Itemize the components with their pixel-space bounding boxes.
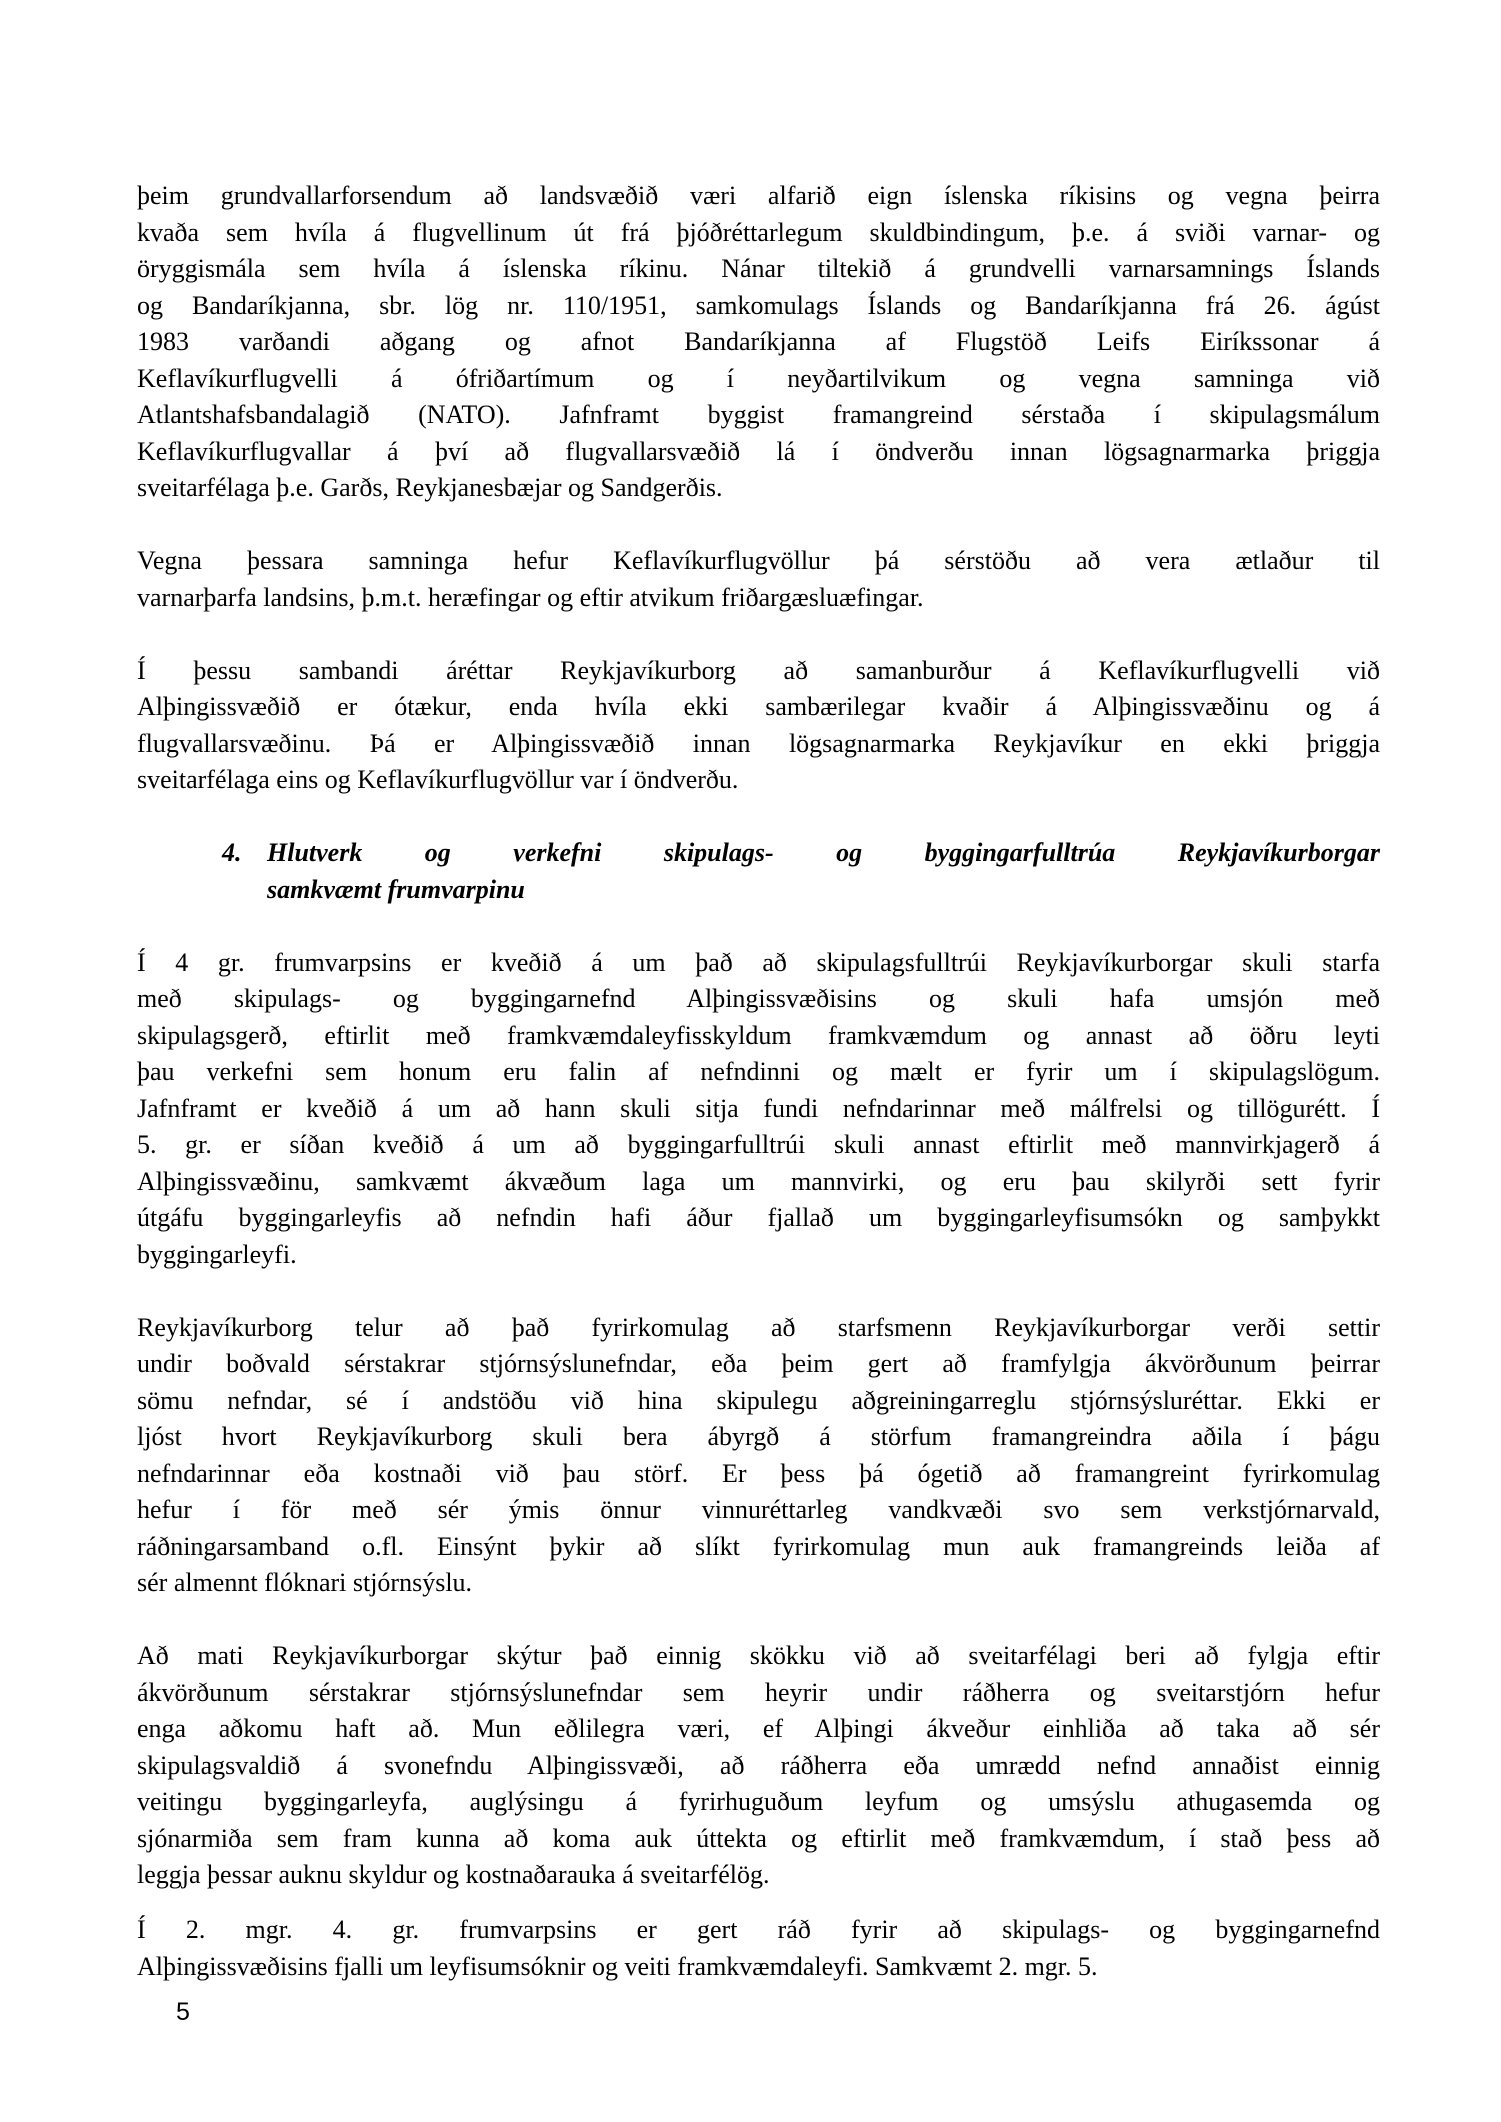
text-line: Keflavíkurflugvelli á ófriðartímum og í neyðartilvikum og vegna samninga við — [137, 363, 1380, 393]
text-line: Reykjavíkurborg telur að það fyrirkomulag að starfsmenn Reykjavíkurborgar verði settir — [137, 1312, 1380, 1342]
text-line: Í þessu sambandi áréttar Reykjavíkurborg að samanburður á Keflavíkurflugvelli við — [137, 655, 1380, 685]
text-line: sjónarmiða sem fram kunna að koma auk úttekta og eftirlit með framkvæmdum, í stað þess að — [137, 1823, 1380, 1853]
text-line: veitingu byggingarleyfa, auglýsingu á fyrirhuguðum leyfum og umsýslu athugasemda og — [137, 1787, 1380, 1816]
text-line: sveitarfélaga þ.e. Garðs, Reykjanesbæjar og Sandgerðis. — [137, 473, 723, 502]
section-number: 4. — [222, 838, 242, 867]
text-line: 1983 varðandi aðgang og afnot Bandaríkjanna af Flugstöð Leifs Eiríkssonar á — [137, 327, 1380, 356]
text-line: þeim grundvallarforsendum að landsvæðið væri alfarið eign íslenska ríkisins og vegna þeirra — [137, 181, 1380, 210]
text-line: varnarþarfa landsins, þ.m.t. heræfingar og eftir atvikum friðargæsluæfingar. — [137, 582, 924, 612]
paragraph — [137, 1912, 1380, 1985]
paragraph — [137, 178, 1380, 507]
text-line: 5. gr. er síðan kveðið á um að byggingarfulltrúi skuli annast eftirlit með mannvirkjagerð á — [137, 1130, 1380, 1159]
page-number: 5 — [176, 1998, 190, 2026]
text-line: undir boðvald sérstakrar stjórnsýslunefndar, eða þeim gert að framfylgja ákvörðunum þeirrar — [137, 1349, 1380, 1378]
text-line: Alþingissvæðið er ótækur, enda hvíla ekki sambærilegar kvaðir á Alþingissvæðinu og á — [137, 692, 1380, 721]
text-line: Hlutverk og verkefni skipulags- og byggingarfulltrúa Reykjavíkurborgar — [267, 838, 1380, 867]
text-line: nefndarinnar eða kostnaði við þau störf. Er þess þá ógetið að framangreint fyrirkomulag — [137, 1458, 1380, 1488]
text-line: kvaða sem hvíla á flugvellinum út frá þjóðréttarlegum skuldbindingum, þ.e. á sviði varnar- og — [137, 217, 1380, 247]
text-line: samkvæmt frumvarpinu — [267, 874, 525, 904]
text-line: byggingarleyfi. — [137, 1239, 297, 1269]
text-line: Í 4 gr. frumvarpsins er kveðið á um það að skipulagsfulltrúi Reykjavíkurborgar skuli starfa — [137, 947, 1380, 977]
text-line: sér almennt flóknari stjórnsýslu. — [137, 1568, 473, 1597]
text-line: Jafnframt er kveðið á um að hann skuli sitja fundi nefndarinnar með málfrelsi og tillögurétt. Í — [137, 1093, 1380, 1123]
text-line: ákvörðunum sérstakrar stjórnsýslunefndar sem heyrir undir ráðherra og sveitarstjórn hefur — [137, 1677, 1380, 1707]
text-line: hefur í för með sér ýmis önnur vinnuréttarleg vandkvæði svo sem verkstjórnarvald, — [137, 1495, 1380, 1524]
text-line: útgáfu byggingarleyfis að nefndin hafi áður fjallað um byggingarleyfisumsókn og samþykkt — [137, 1203, 1380, 1232]
text-line: Alþingissvæðinu, samkvæmt ákvæðum laga um mannvirki, og eru þau skilyrði sett fyrir — [137, 1166, 1380, 1196]
section-heading — [137, 835, 1380, 908]
text-line: Atlantshafsbandalagið (NATO). Jafnframt byggist framangreind sérstaða í skipulagsmálum — [137, 400, 1380, 429]
text-line: Keflavíkurflugvallar á því að flugvallarsvæðið lá í öndverðu innan lögsagnarmarka þriggja — [137, 436, 1380, 466]
paragraph — [137, 945, 1380, 1274]
text-line: Alþingissvæðisins fjalli um leyfisumsóknir og veiti framkvæmdaleyfi. Samkvæmt 2. mgr. 5. — [137, 1951, 1098, 1981]
text-line: skipulagsvaldið á svonefndu Alþingissvæði, að ráðherra eða umrædd nefnd annaðist einnig — [137, 1750, 1380, 1780]
text-line: ljóst hvort Reykjavíkurborg skuli bera ábyrgð á störfum framangreindra aðila í þágu — [137, 1422, 1380, 1451]
text-line: öryggismála sem hvíla á íslenska ríkinu. Nánar tiltekið á grundvelli varnarsamnings Íslands — [137, 254, 1380, 283]
text-line: með skipulags- og byggingarnefnd Alþingissvæðisins og skuli hafa umsjón með — [137, 984, 1380, 1013]
text-line: og Bandaríkjanna, sbr. lög nr. 110/1951, samkomulags Íslands og Bandaríkjanna frá 26. ágúst — [137, 290, 1380, 320]
text-line: skipulagsgerð, eftirlit með framkvæmdaleyfisskyldum framkvæmdum og annast að öðru leyti — [137, 1020, 1380, 1050]
text-line: ráðningarsamband o.fl. Einsýnt þykir að slíkt fyrirkomulag mun auk framangreinds leiða af — [137, 1531, 1380, 1561]
text-line: Vegna þessara samninga hefur Keflavíkurflugvöllur þá sérstöðu að vera ætlaður til — [137, 546, 1380, 575]
text-line: flugvallarsvæðinu. Þá er Alþingissvæðið innan lögsagnarmarka Reykjavíkur en ekki þriggja — [137, 728, 1380, 758]
text-line: þau verkefni sem honum eru falin af nefndinni og mælt er fyrir um í skipulagslögum. — [137, 1057, 1380, 1086]
text-line: Í 2. mgr. 4. gr. frumvarpsins er gert ráð fyrir að skipulags- og byggingarnefnd — [137, 1915, 1380, 1944]
text-line: sömu nefndar, sé í andstöðu við hina skipulegu aðgreiningarreglu stjórnsýsluréttar. Ekki er — [137, 1385, 1380, 1415]
document-body — [137, 178, 1380, 2022]
text-line: enga aðkomu haft að. Mun eðlilegra væri, ef Alþingi ákveður einhliða að taka að sér — [137, 1714, 1380, 1743]
text-line: sveitarfélaga eins og Keflavíkurflugvöllur var í öndverðu. — [137, 765, 739, 794]
text-line: leggja þessar auknu skyldur og kostnaðarauka á sveitarfélög. — [137, 1860, 770, 1889]
paragraph — [137, 1310, 1380, 1602]
paragraph — [137, 1638, 1380, 1894]
paragraph — [137, 653, 1380, 799]
paragraph — [137, 543, 1380, 616]
text-line: Að mati Reykjavíkurborgar skýtur það einnig skökku við að sveitarfélagi beri að fylgja eftir — [137, 1641, 1380, 1670]
